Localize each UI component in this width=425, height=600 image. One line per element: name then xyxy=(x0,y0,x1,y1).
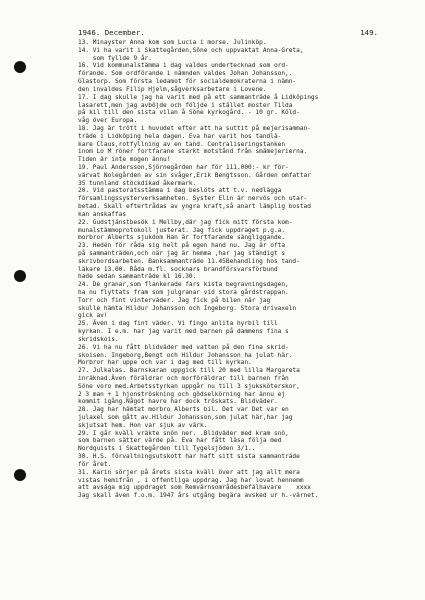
text-line: morbror Alberts sjukdom Han är fortfarande sängliggande. xyxy=(78,234,286,242)
text-line: kyrkan. I e.m. har jag varit med barnen på dammens fina s xyxy=(78,328,289,336)
text-line: skulle hämta Hildur Johansson och Ingeborg. Stora drivaxeln xyxy=(78,304,297,312)
text-line: skrivbordsarbeten. Banksammanträde 11.45Behandling hos tand- xyxy=(78,257,300,265)
text-line: 17. I dag skulle jag ha varit med på ett sammanträde å Lidköpings xyxy=(78,93,319,101)
text-line: 18. Jag är trött i huvudet efter att ha suttit på mejerisamman- xyxy=(78,124,311,132)
text-line: Söne voro med.Arbetsstyrkan uppgår nu till 3 sjuksköterskor, xyxy=(78,382,300,390)
text-line: 31. Karin sörjer på årets sista kväll över att jag allt mera xyxy=(78,468,300,476)
text-line: den invaldes Filip Hjelm,sågverksarbetare i Lovene. xyxy=(78,85,267,93)
text-line: inom Lo M röner fortfarane starkt motstånd från smämejerierna. xyxy=(78,148,308,156)
header-date: 1946. December. xyxy=(78,28,145,37)
text-line: 27. Julkalas. Barnskaran uppgick till 20 med lilla Margareta xyxy=(78,367,300,375)
text-line: Morbror har uppe och var i dag med till kyrkan. xyxy=(78,359,252,367)
text-line: 16. Vid kommunalstämma i dag valdes undertecknad som ord- xyxy=(78,62,289,70)
text-line: 19. Paul Andersson,Sjörnegården har för 111.000:- kr för- xyxy=(78,164,289,171)
text-line: skjutsat hem. Hon var sjuk av värk. xyxy=(78,421,208,429)
text-line: 30. H.S. förvaltningsutskott har haft sitt sista sammanträde xyxy=(78,453,300,461)
text-line: våg över Europa. xyxy=(78,117,138,125)
text-line: för året. xyxy=(78,460,112,468)
text-line: kare Claus,rotfyllning av en tand. Centraliseringstanken xyxy=(78,140,286,148)
text-line: kan anskaffas xyxy=(78,210,127,218)
text-line: skoisen. Ingeborg,Bengt och Hildur Johansson ha julat här. xyxy=(78,351,293,359)
text-line: 20. Vid pastoratsstämma i dag beslöts att t.v. nedlägga xyxy=(78,187,282,195)
text-line: på sammanträden,och när jag är hemma ,har jag ständigt s xyxy=(78,249,286,257)
text-line: munalstämmoprotokoll justerat. Jag fick uppdraget p.g.a. xyxy=(78,226,286,234)
text-line: Tiden är inte mogen ännu! xyxy=(78,156,171,164)
text-line: vistas hemifrån , i offentliga uppdrag. Jag har lovat hennemm xyxy=(78,476,304,484)
page-number: 149. xyxy=(360,28,378,37)
text-line: läkare 13.00. Råda m.fl. socknars brandförsvarsförbund xyxy=(78,265,278,273)
text-line: 29. I går kväll vräkte snön ner. .Blidväder med kram snö, xyxy=(78,429,289,437)
text-line: på kil till den sista vilan å Söne kyrkogård. - 10 gr. Köld- xyxy=(78,109,300,117)
text-line: kommit igång.Något havre har dock tröskats. Blidväder. xyxy=(78,398,278,406)
text-line: 13. Minayster Anna kom som Lucia i morse. Julinköp. xyxy=(78,39,267,46)
text-line: förande. Som ordförande i nämnden valdes Johan Johansson,. xyxy=(78,70,293,78)
text-line: 24. De granar,som flankerade fars kista begravningsdagen, xyxy=(78,281,289,289)
text-line: gick av! xyxy=(78,312,108,320)
text-line: 26. Vi ha nu fått blidväder med vatten på den fina skrid- xyxy=(78,343,289,351)
text-line: 23. Hedén för råda sig helt på egen hand nu. Jag är ofta xyxy=(78,242,286,250)
punch-hole xyxy=(14,469,26,481)
text-line: lasarett,men jag avböjde och följde i stället moster Tilda xyxy=(78,101,293,109)
text-line: 35 tunnland stöckdikad åkermark. xyxy=(78,179,197,187)
text-line: församlingssysterverksamheten. Syster Elin är nervös och utar- xyxy=(78,195,308,203)
page-header xyxy=(78,28,378,38)
text-line: som fyllde 9 år. xyxy=(78,54,152,62)
text-line: julaxel som gått av.Hildur Johansson,som julat här,har jag xyxy=(78,414,293,421)
text-line: 25. Även i dag fint väder. Vi fingo anlita hyrbil till xyxy=(78,320,278,328)
text-line: att avsäga mig uppdraget som Remvärnsområdesbefälhavare xxxx xyxy=(78,484,311,492)
text-line: skridskois. xyxy=(78,335,119,343)
text-line: Glastorp. Som första ledamot för socialdemokraterna i nämn- xyxy=(78,78,297,86)
text-line: 2 3 man + 1 hjonströskning och gödselkörning har ännu ej xyxy=(78,390,286,398)
punch-hole xyxy=(14,270,26,282)
text-line: ha nu flyttats fram som julgranar vid stora gårdstrappan. xyxy=(78,289,289,296)
text-line: Jag skall även f.o.m. 1947 års utgång begära avsked ur h.-värnet. xyxy=(78,492,319,500)
text-line: 22. Gudstjänstbesök i Mellby,där jag fick mitt första kom- xyxy=(78,218,293,226)
text-line: Nordquists i Skattegården till Tygelsjöden 3/1.. xyxy=(78,445,256,453)
text-line: värvat Nolegården av sin svåger,Erik Bengtsson. Gården omfattar xyxy=(78,171,311,179)
text-line: betad. Skall eftertrådas av yngra kraft,så anart lämplig bostad xyxy=(78,203,311,211)
diary-text xyxy=(78,39,388,500)
text-line: Torr och fint vinterväder. Jag fick på bilen när jag xyxy=(78,296,271,304)
text-line: inräknad.Även föräldrar och morföräldrar till barnen från xyxy=(78,374,289,382)
punch-hole xyxy=(14,61,26,73)
text-line: som barnen sätter värde på. Eva har fått läsa följa med xyxy=(78,437,282,445)
text-line: hade sedan sammanträde kl 16.30. xyxy=(78,273,197,281)
text-line: 28. Jag har hämtat morbro Alberts bil. Det var Det var en xyxy=(78,406,289,414)
text-line: träde i Lidköping hela dagen. Eva har varit hos tandlä- xyxy=(78,132,282,140)
text-line: 14. Vi ha varit i Skattegården,Söne och uppvaktat Anna-Greta, xyxy=(78,46,304,54)
